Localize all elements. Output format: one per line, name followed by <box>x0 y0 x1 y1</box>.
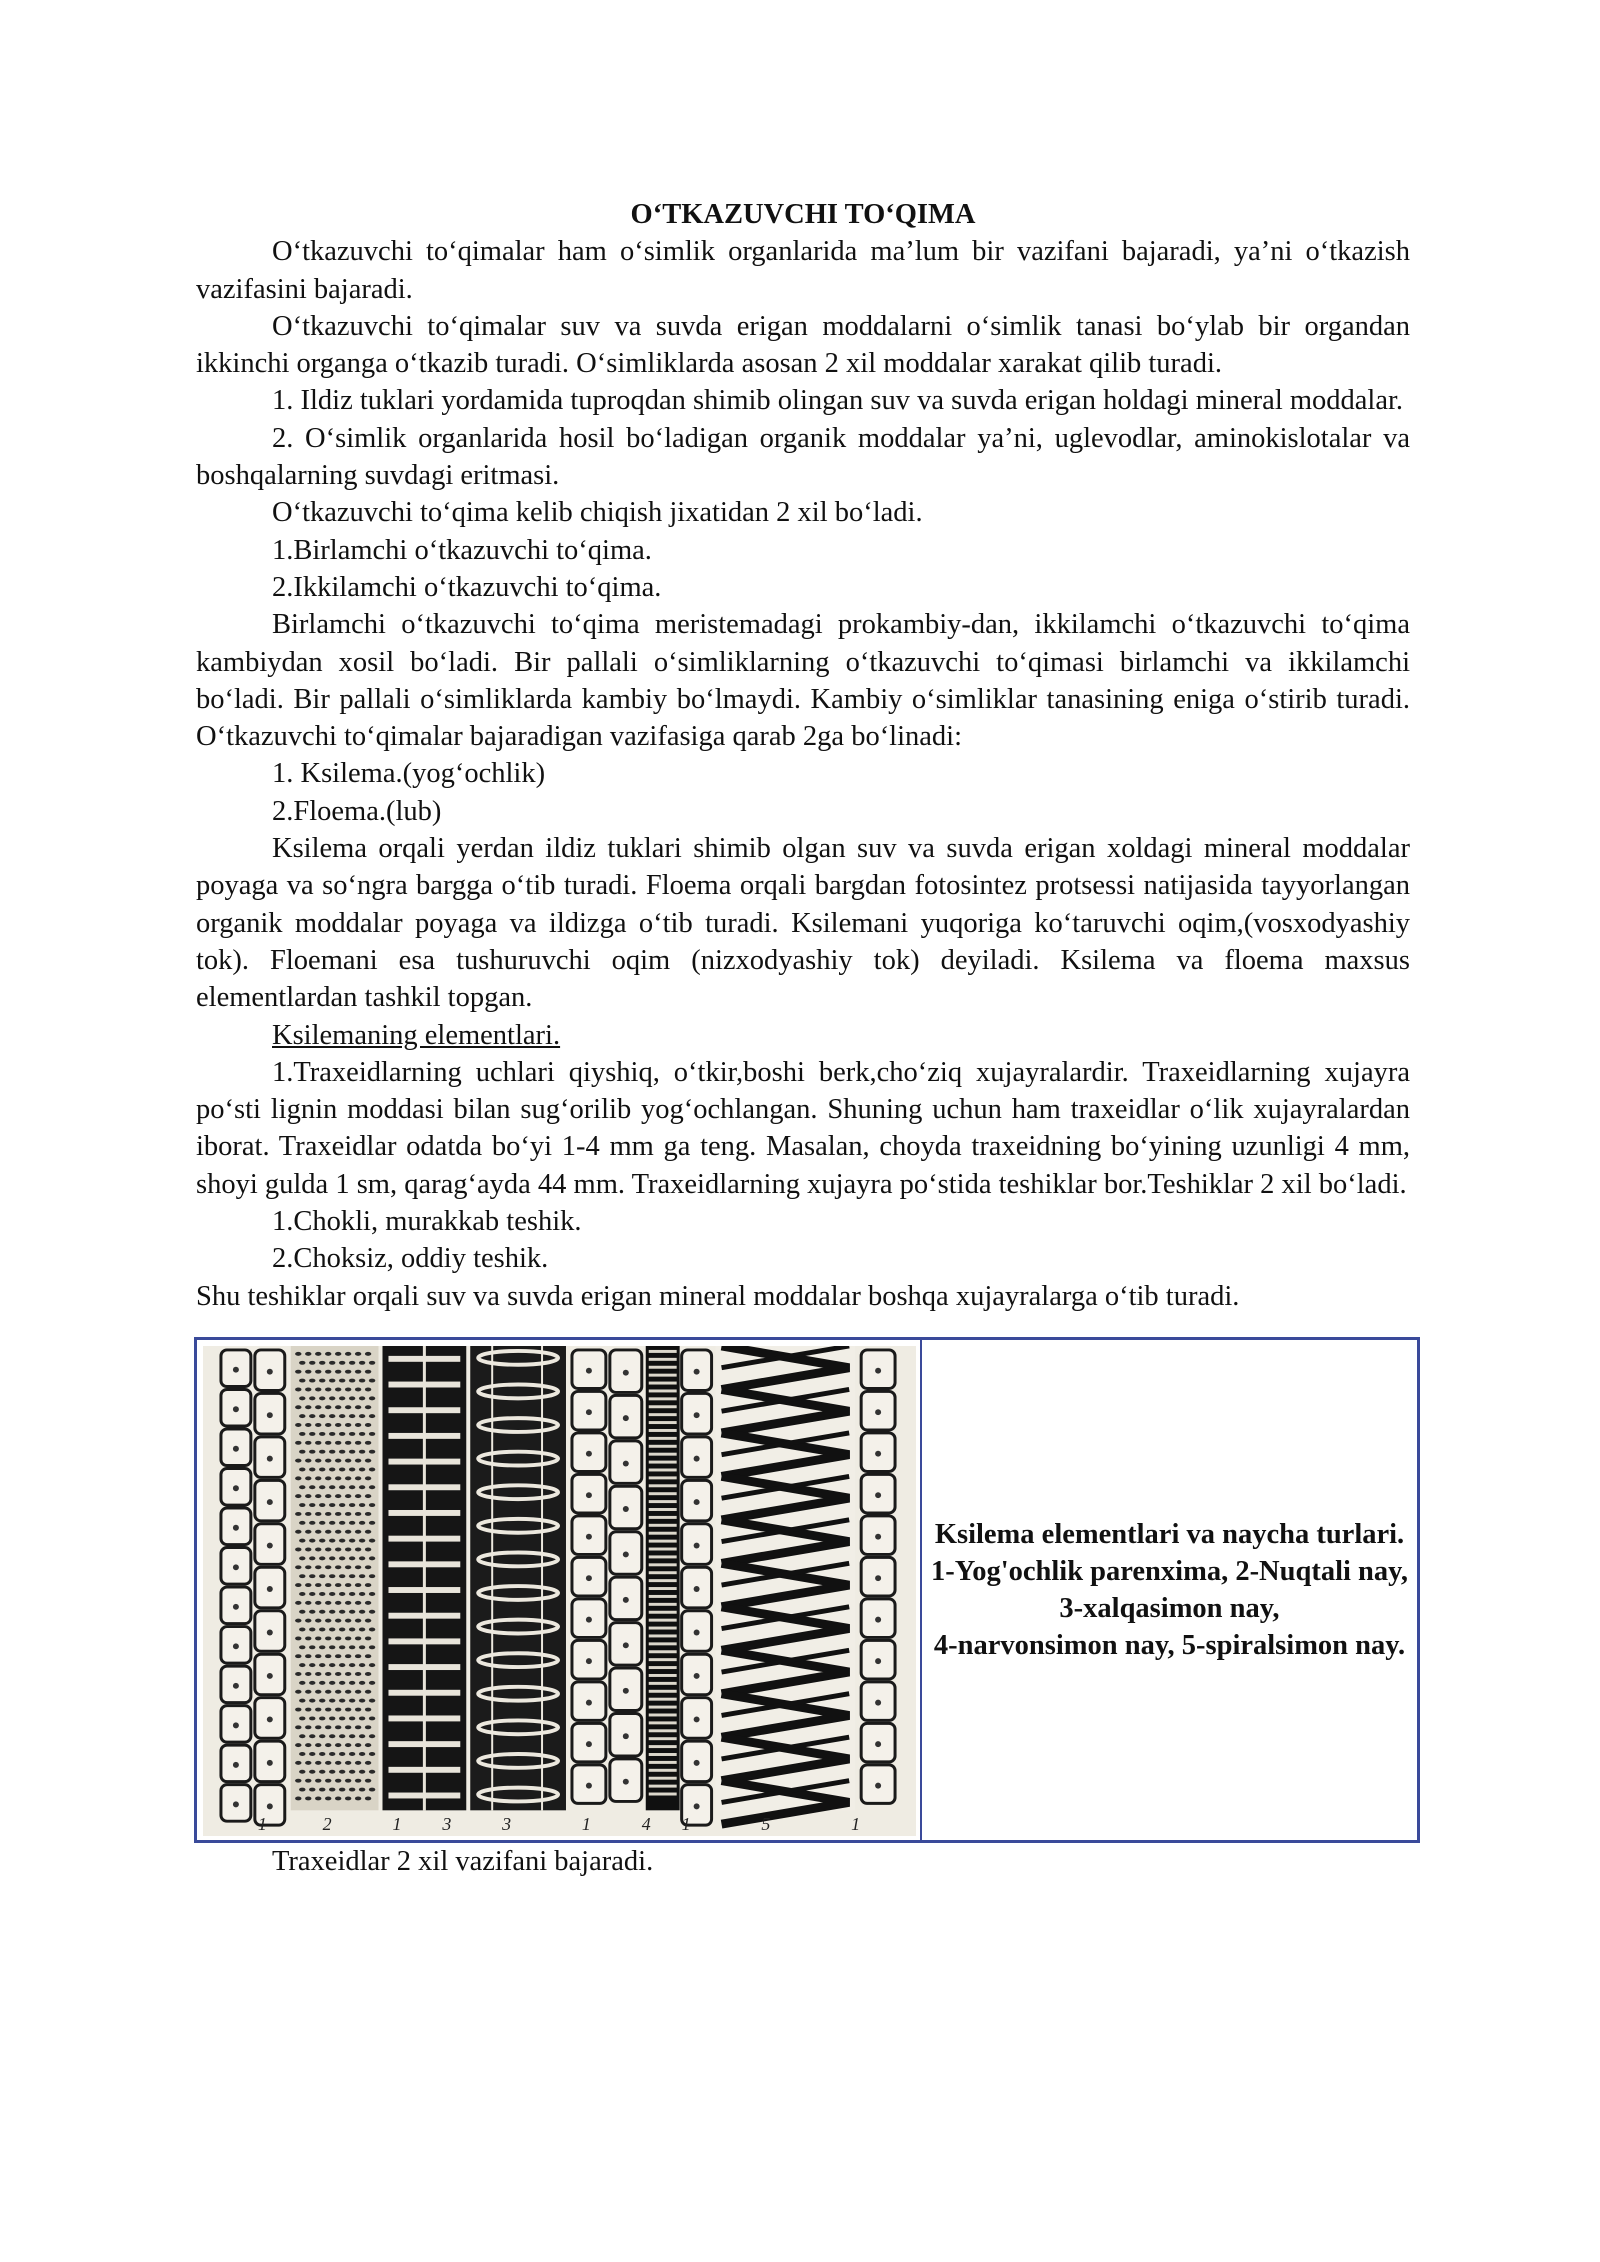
paragraph: Ksilema orqali yerdan ildiz tuklari shimib olgan suv va suvda erigan xoldagi mineral moddalar poyaga va so‘ngra bargga o‘tib turadi. Floema orqali bargdan fotosintez protsessi natijasida tayyorlangan organik moddalar poyaga va ildizga o‘tib turadi. Ksilemani yuqoriga ko‘taruvchi oqim,(vosxodyashiy tok). Floemani esa tushuruvchi oqim (nizxodyashiy tok) deyiladi. Ksilema va floema maxsus elementlardan tashkil topgan. <box>196 833 1410 1014</box>
paragraph: O‘tkazuvchi to‘qimalar suv va suvda erigan moddalarni o‘simlik tanasi bo‘ylab bir organdan ikkinchi organga o‘tkazib turadi. O‘simliklarda asosan 2 xil moddalar xarakat qilib turadi. <box>196 310 1410 380</box>
caption-line: 1-Yog'ochlik parenxima, 2-Nuqtali nay, 3-xalqasimon nay, <box>931 1555 1408 1624</box>
paragraph: 1.Chokli, murakkab teshik. <box>272 1206 582 1238</box>
page-title: O‘TKAZUVCHI TO‘QIMA <box>630 199 976 230</box>
figure-label: 1 <box>392 1814 402 1834</box>
paragraph: 1. Ildiz tuklari yordamida tuproqdan shimib olingan suv va suvda erigan holdagi mineral moddalar. <box>272 385 1404 417</box>
figure-label: 1 <box>681 1814 691 1834</box>
paragraph: 2. O‘simlik organlarida hosil bo‘ladigan organik moddalar ya’ni, uglevodlar, aminokislotalar va boshqalarning suvdagi eritmasi. <box>196 422 1410 492</box>
figure-table <box>194 1337 1420 1843</box>
paragraph: O‘tkazuvchi to‘qima kelib chiqish jixatidan 2 xil bo‘ladi. <box>272 497 923 529</box>
paragraph: Birlamchi o‘tkazuvchi to‘qima meristemadagi prokambiy-dan, ikkilamchi o‘tkazuvchi to‘qima kambiydan xosil bo‘ladi. Bir pallali o‘simliklarning o‘tkazuvchi to‘qimasi birlamchi va ikkilamchi bo‘ladi. Bir pallali o‘simliklarda kambiy bo‘lmaydi. Kambiy o‘simliklar tanasining eniga o‘stirib turadi. O‘tkazuvchi to‘qimalar bajaradigan vazifasiga qarab 2ga bo‘linadi: <box>196 609 1410 753</box>
xylem-illustration <box>197 1340 922 1840</box>
caption-line: Ksilema elementlari va naycha turlari. <box>934 1518 1405 1550</box>
paragraph: 2.Floema.(lub) <box>272 795 442 827</box>
paragraph: O‘tkazuvchi to‘qimalar ham o‘simlik organlarida ma’lum bir vazifani bajaradi, ya’ni o‘tkazish vazifasini bajaradi. <box>196 236 1410 305</box>
figure-label: 3 <box>502 1814 512 1834</box>
figure-label: 4 <box>641 1814 651 1834</box>
paragraph: 1. Ksilema.(yog‘ochlik) <box>272 758 546 790</box>
figure-label: 1 <box>581 1814 591 1834</box>
figure-label: 1 <box>851 1814 861 1834</box>
xylem-drawing <box>203 1346 916 1836</box>
paragraph: 1.Traxeidlarning uchlari qiyshiq, o‘tkir,boshi berk,cho‘ziq xujayralardir. Traxeidlarning xujayra po‘sti lignin moddasi bilan sug‘orilib yog‘ochlangan. Shuning uchun ham traxeidlar o‘lik xujayralardan iborat. Traxeidlar odatda bo‘yi 1-4 mm ga teng. Masalan, choyda traxeidning bo‘yining uzunligi 4 mm, shoyi gulda 1 sm, qarag‘ayda 44 mm. Traxeidlarning xujayra po‘stida teshiklar bor.Teshiklar 2 xil bo‘ladi. <box>196 1056 1410 1200</box>
figure-caption <box>922 1340 1417 1840</box>
paragraph: 2.Choksiz, oddiy teshik. <box>272 1243 549 1275</box>
section-heading: Ksilemaning elementlari. <box>272 1019 561 1051</box>
paragraph: 1.Birlamchi o‘tkazuvchi to‘qima. <box>272 534 652 566</box>
paragraph: 2.Ikkilamchi o‘tkazuvchi to‘qima. <box>272 571 662 603</box>
document-body <box>196 196 1410 1880</box>
paragraph: Shu teshiklar orqali suv va suvda erigan mineral moddalar boshqa xujayralarga o‘tib turadi. <box>196 1280 1240 1312</box>
caption-line: 4-narvonsimon nay, 5-spiralsimon nay. <box>933 1629 1406 1661</box>
figure-label: 2 <box>322 1814 332 1834</box>
paragraph <box>196 1017 1410 1054</box>
paragraphs <box>196 233 1410 1315</box>
figure-label: 3 <box>442 1814 452 1834</box>
figure-label: 5 <box>761 1814 771 1834</box>
figure-label: 1 <box>257 1814 267 1834</box>
after-figure-text: Traxeidlar 2 xil vazifani bajaradi. <box>272 1845 654 1877</box>
